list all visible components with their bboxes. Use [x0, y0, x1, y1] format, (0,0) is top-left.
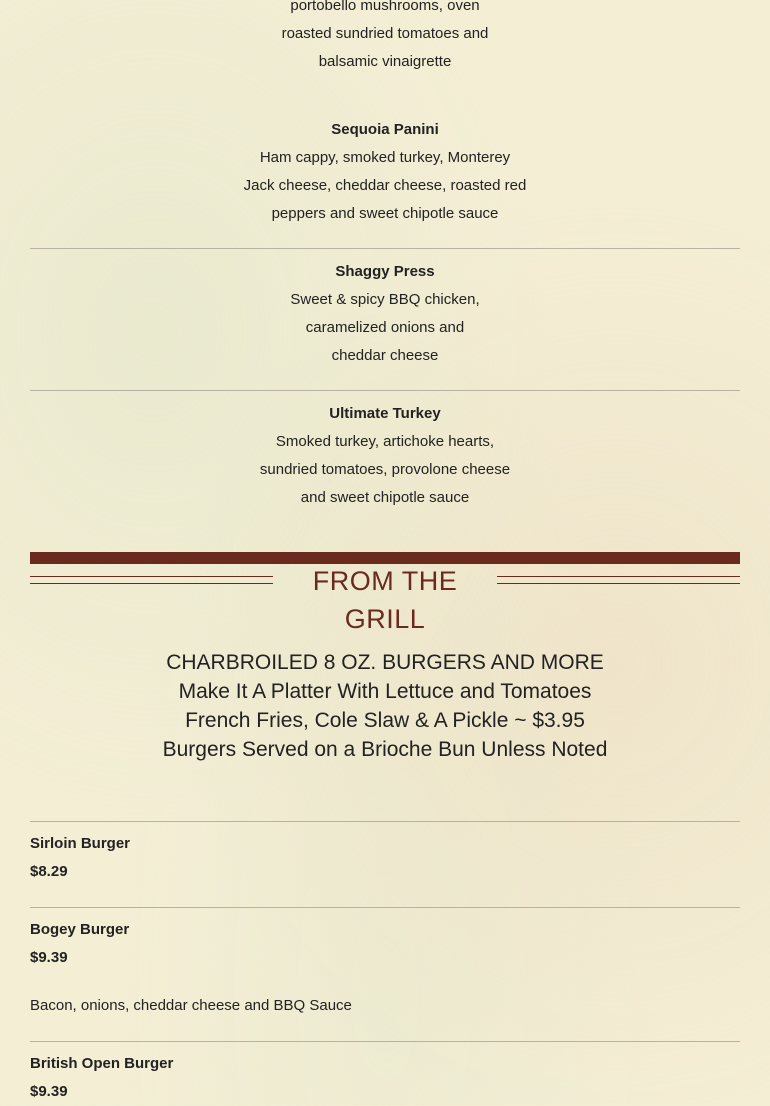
section-rule-left	[30, 576, 273, 584]
item-divider	[30, 821, 740, 822]
item-description-line: Ham cappy, smoked turkey, Monterey	[259, 149, 511, 166]
section-rule-right	[497, 576, 740, 584]
item-description-line: peppers and sweet chipotle sauce	[271, 205, 499, 222]
menu-item-bogey-burger	[30, 916, 740, 1020]
item-description-line: portobello mushrooms, oven	[290, 0, 480, 14]
item-price: $8.29	[30, 863, 68, 880]
section-info-line: CHARBROILED 8 OZ. BURGERS AND MORE	[166, 651, 604, 674]
item-divider	[30, 390, 740, 391]
item-description-line: cheddar cheese	[331, 347, 439, 364]
item-description-line: sundried tomatoes, provolone cheese	[259, 461, 511, 478]
item-divider	[30, 907, 740, 908]
item-name: Bogey Burger	[30, 921, 130, 938]
item-description: Bacon, onions, cheddar cheese and BBQ Sauce	[30, 997, 352, 1014]
item-description-line: Jack cheese, cheddar cheese, roasted red	[243, 177, 527, 194]
item-price: $9.39	[30, 949, 68, 966]
item-description-line: Smoked turkey, artichoke hearts,	[275, 433, 495, 450]
item-description-line: balsamic vinaigrette	[318, 53, 452, 70]
item-name: Ultimate Turkey	[329, 405, 441, 422]
section-header	[30, 562, 740, 634]
item-divider	[30, 248, 740, 249]
item-description-line: Sweet & spicy BBQ chicken,	[290, 291, 480, 308]
item-description-line: and sweet chipotle sauce	[300, 489, 470, 506]
menu-item-ultimate-turkey	[30, 400, 740, 512]
item-description-line: roasted sundried tomatoes and	[281, 25, 489, 42]
section-info-line: Burgers Served on a Brioche Bun Unless Noted	[162, 738, 608, 761]
item-name: Sirloin Burger	[30, 835, 131, 852]
item-name: Sequoia Panini	[331, 121, 439, 138]
section-info-line: French Fries, Cole Slaw & A Pickle ~ $3.95	[185, 709, 585, 732]
item-description-line: caramelized onions and	[305, 319, 465, 336]
item-name: British Open Burger	[30, 1055, 174, 1072]
section-info	[30, 648, 740, 764]
menu-item-british-open-burger	[30, 1050, 740, 1106]
menu-item-shaggy-press	[30, 258, 740, 370]
item-price: $9.39	[30, 1083, 68, 1100]
section-title: FROM THE GRILL	[312, 566, 458, 634]
item-divider	[30, 1041, 740, 1042]
menu-item-sirloin-burger	[30, 830, 740, 886]
section-info-line: Make It A Platter With Lettuce and Tomatoes	[178, 680, 592, 703]
menu-page	[30, 0, 740, 1105]
menu-item-sequoia-panini	[30, 116, 740, 228]
item-name: Shaggy Press	[335, 263, 435, 280]
menu-item-partial	[30, 0, 740, 76]
